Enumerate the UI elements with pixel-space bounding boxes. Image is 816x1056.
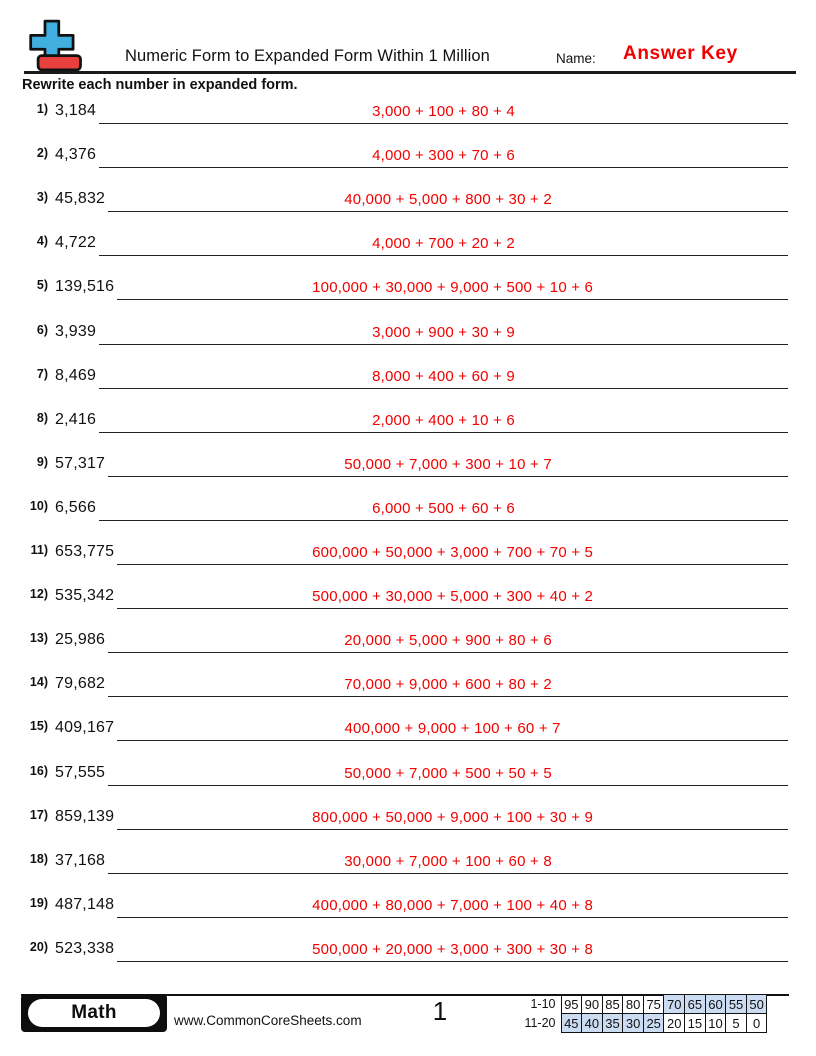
- answer-text: 20,000 + 5,000 + 900 + 80 + 6: [344, 632, 552, 650]
- answer-blank-line: [108, 191, 788, 212]
- answer-text: 800,000 + 50,000 + 9,000 + 100 + 30 + 9: [312, 808, 594, 826]
- answer-blank-line: [117, 544, 788, 565]
- answer-text: 100,000 + 30,000 + 9,000 + 500 + 10 + 6: [312, 279, 594, 297]
- answer-blank-line: [99, 324, 788, 345]
- problem-number-label: 4): [36, 234, 48, 249]
- answer-blank-line: [117, 720, 788, 741]
- problem-number-label: 20): [29, 939, 48, 954]
- grading-cell: 90: [582, 995, 603, 1014]
- answer-text: 3,000 + 100 + 80 + 4: [372, 103, 515, 121]
- page-number: 1: [432, 996, 448, 1026]
- problem-value: 409,167: [55, 719, 115, 737]
- answer-blank-line: [99, 500, 788, 521]
- answer-blank-line: [117, 809, 788, 830]
- answer-text: 3,000 + 900 + 30 + 9: [372, 323, 515, 341]
- problem-number-label: 5): [36, 278, 48, 293]
- grading-cell: 70: [664, 995, 685, 1014]
- grading-cell: 5: [726, 1014, 747, 1033]
- problem-number-label: 10): [29, 498, 48, 513]
- problem-row: [27, 521, 788, 565]
- grading-cell: 45: [561, 1014, 582, 1033]
- problem-value: 139,516: [55, 278, 115, 296]
- grading-table: [521, 994, 767, 1033]
- grading-cell: 25: [643, 1014, 664, 1033]
- problem-number-label: 11): [30, 543, 48, 558]
- problem-number-label: 15): [29, 719, 48, 734]
- answer-text: 30,000 + 7,000 + 100 + 60 + 8: [344, 852, 552, 870]
- problem-number-label: 19): [29, 895, 48, 910]
- grading-cell: 30: [623, 1014, 644, 1033]
- problem-value: 2,416: [55, 410, 97, 428]
- answer-blank-line: [99, 235, 788, 256]
- problem-value: 3,184: [55, 102, 97, 120]
- answer-text: 8,000 + 400 + 60 + 9: [372, 367, 515, 385]
- answer-blank-line: [117, 588, 788, 609]
- grading-cell: 35: [602, 1014, 623, 1033]
- problem-row: [27, 80, 788, 124]
- problem-value: 25,986: [55, 631, 106, 649]
- answer-blank-line: [99, 147, 788, 168]
- problem-number-label: 2): [36, 146, 48, 161]
- grading-cell: 65: [685, 995, 706, 1014]
- grading-row-label: 1-10: [530, 996, 556, 1011]
- answer-key-text: Answer Key: [623, 43, 738, 64]
- problem-value: 653,775: [55, 543, 115, 561]
- problem-value: 79,682: [55, 675, 106, 693]
- problem-number-label: 7): [36, 366, 48, 381]
- problem-row: [27, 830, 788, 874]
- problem-number-label: 1): [36, 102, 48, 117]
- header-divider: [24, 71, 796, 74]
- problem-value: 57,317: [55, 454, 106, 472]
- problem-value: 523,338: [55, 939, 115, 957]
- worksheet-title: Numeric Form to Expanded Form Within 1 Million: [125, 47, 490, 65]
- grading-row-label: 11-20: [524, 1015, 556, 1030]
- answer-text: 400,000 + 9,000 + 100 + 60 + 7: [344, 720, 561, 738]
- problem-number-label: 16): [29, 763, 48, 778]
- answer-text: 500,000 + 30,000 + 5,000 + 300 + 40 + 2: [312, 588, 594, 606]
- problem-value: 535,342: [55, 587, 115, 605]
- problem-row: [27, 918, 788, 962]
- problem-number-label: 18): [29, 851, 48, 866]
- answer-blank-line: [108, 765, 788, 786]
- grading-cell: 55: [726, 995, 747, 1014]
- grading-cell: 85: [602, 995, 623, 1014]
- problem-row: [27, 168, 788, 212]
- grading-cell: 50: [746, 995, 767, 1014]
- answer-blank-line: [99, 103, 788, 124]
- answer-blank-line: [99, 412, 788, 433]
- problem-row: [27, 212, 788, 256]
- problem-row: [27, 741, 788, 785]
- problem-row: [27, 609, 788, 653]
- problem-number-label: 9): [36, 454, 48, 469]
- problem-value: 45,832: [55, 190, 106, 208]
- problem-value: 8,469: [55, 366, 97, 384]
- problem-value: 4,376: [55, 146, 97, 164]
- answer-blank-line: [108, 456, 788, 477]
- problem-number-label: 12): [29, 587, 48, 602]
- subject-badge-label: Math: [28, 999, 160, 1027]
- grading-cell: 40: [582, 1014, 603, 1033]
- subject-badge: [21, 994, 167, 1032]
- problem-value: 487,148: [55, 895, 115, 913]
- problem-row: [27, 653, 788, 697]
- problem-row: [27, 345, 788, 389]
- problem-row: [27, 697, 788, 741]
- grading-table-row-2: [521, 1014, 767, 1033]
- website-text: www.CommonCoreSheets.com: [174, 1013, 362, 1028]
- answer-blank-line: [117, 279, 788, 300]
- problem-row: [27, 433, 788, 477]
- grading-cell: 80: [623, 995, 644, 1014]
- grading-table-row-1: [521, 995, 767, 1014]
- grading-cell: 15: [685, 1014, 706, 1033]
- grading-cell: 10: [705, 1014, 726, 1033]
- answer-text: 50,000 + 7,000 + 500 + 50 + 5: [344, 764, 552, 782]
- problem-row: [27, 565, 788, 609]
- answer-text: 400,000 + 80,000 + 7,000 + 100 + 40 + 8: [312, 896, 594, 914]
- answer-text: 4,000 + 300 + 70 + 6: [372, 147, 515, 165]
- problem-number-label: 17): [29, 807, 48, 822]
- problem-number-label: 3): [36, 190, 48, 205]
- answer-blank-line: [108, 853, 788, 874]
- problem-value: 4,722: [55, 234, 97, 252]
- plus-minus-logo-icon: [26, 19, 82, 72]
- problem-row: [27, 874, 788, 918]
- answer-text: 2,000 + 400 + 10 + 6: [372, 411, 515, 429]
- problem-number-label: 6): [36, 322, 48, 337]
- problem-value: 37,168: [55, 851, 106, 869]
- problem-row: [27, 389, 788, 433]
- answer-blank-line: [108, 676, 788, 697]
- problem-row: [27, 300, 788, 344]
- answer-text: 4,000 + 700 + 20 + 2: [372, 235, 515, 253]
- answer-text: 600,000 + 50,000 + 3,000 + 700 + 70 + 5: [312, 544, 594, 562]
- name-label: Name:: [556, 51, 596, 66]
- problem-value: 6,566: [55, 498, 97, 516]
- grading-cell: 75: [643, 995, 664, 1014]
- problem-row: [27, 477, 788, 521]
- grading-cell: 0: [746, 1014, 767, 1033]
- answer-text: 70,000 + 9,000 + 600 + 80 + 2: [344, 676, 552, 694]
- answer-blank-line: [117, 897, 788, 918]
- problems-list: [27, 80, 788, 962]
- grading-cell: 20: [664, 1014, 685, 1033]
- grading-cell: 95: [561, 995, 582, 1014]
- answer-text: 40,000 + 5,000 + 800 + 30 + 2: [344, 191, 552, 209]
- problem-row: [27, 124, 788, 168]
- problem-row: [27, 256, 788, 300]
- answer-blank-line: [108, 632, 788, 653]
- answer-text: 50,000 + 7,000 + 300 + 10 + 7: [344, 455, 552, 473]
- answer-text: 6,000 + 500 + 60 + 6: [372, 499, 515, 517]
- problem-value: 3,939: [55, 322, 97, 340]
- problem-value: 57,555: [55, 763, 106, 781]
- problem-value: 859,139: [55, 807, 115, 825]
- problem-number-label: 14): [29, 675, 48, 690]
- problem-number-label: 13): [29, 631, 48, 646]
- answer-blank-line: [117, 941, 788, 962]
- grading-cell: 60: [705, 995, 726, 1014]
- problem-number-label: 8): [36, 410, 48, 425]
- problem-row: [27, 786, 788, 830]
- instructions-text: Rewrite each number in expanded form.: [22, 77, 298, 93]
- answer-blank-line: [99, 368, 788, 389]
- answer-text: 500,000 + 20,000 + 3,000 + 300 + 30 + 8: [312, 940, 594, 958]
